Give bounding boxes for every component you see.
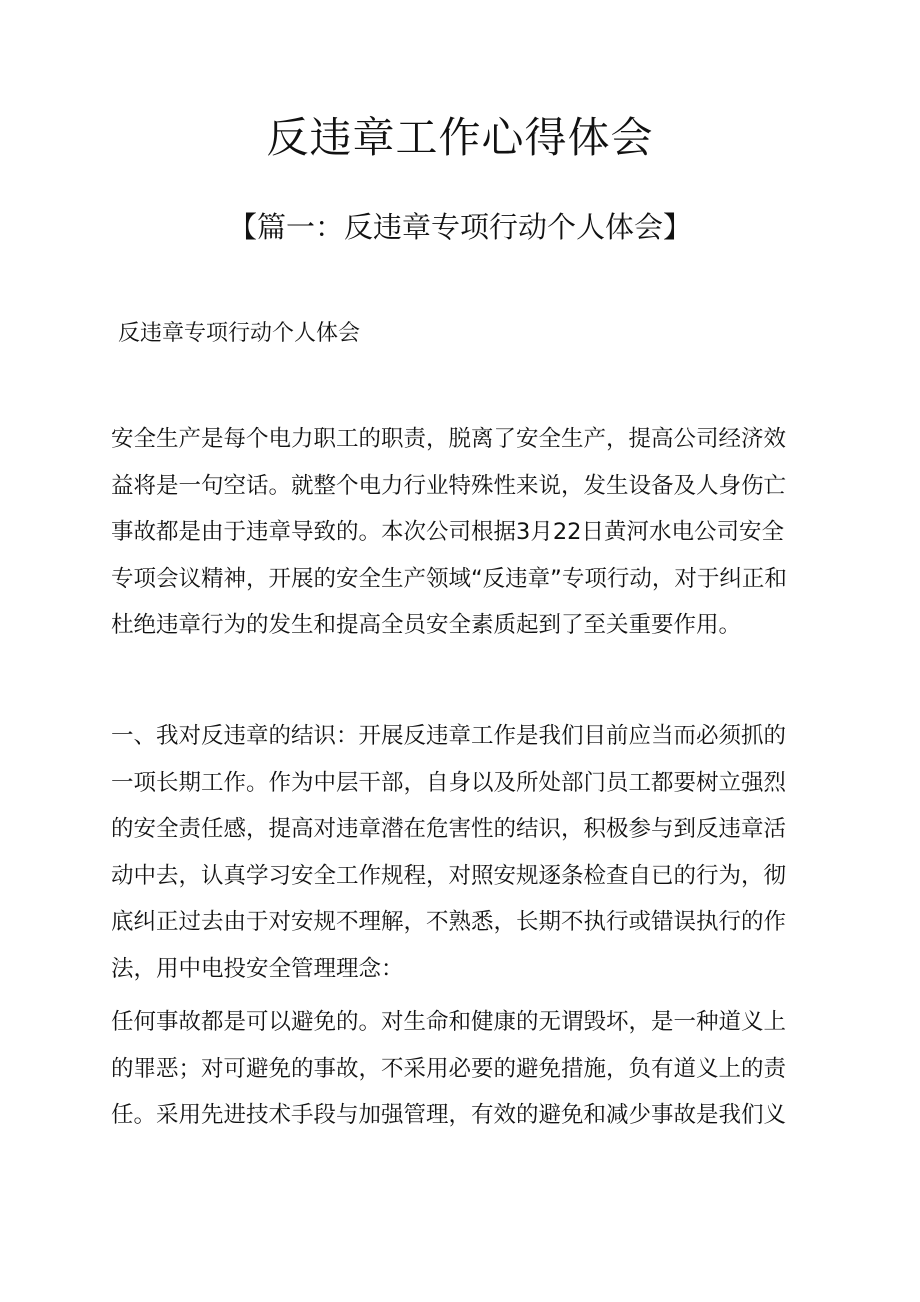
paragraph-line: 一、我对反违章的结识：开展反违章工作是我们目前应当而必须抓的 — [111, 723, 787, 749]
paragraph-line: 一项长期工作。作为中层干部，自身以及所处部门员工都要树立强烈 — [111, 769, 787, 796]
paragraph-line: 安全生产是每个电力职工的职责，脱离了安全生产，提高公司经济效 — [111, 426, 787, 452]
paragraph-line: 底纠正过去由于对安规不理解，不熟悉，长期不执行或错误执行的作 — [111, 909, 787, 936]
paragraph-line: 专项会议精神，开展的安全生产领域“反违章”专项行动，对于纠正和 — [111, 565, 787, 592]
paragraph-line: 任何事故都是可以避免的。对生命和健康的无谓毁坏，是一种道义上 — [111, 1009, 787, 1035]
paragraph-line: 益将是一句空话。就整个电力行业特殊性来说，发生设备及人身伤亡 — [111, 472, 787, 499]
paragraph-1 — [111, 416, 811, 649]
section-heading: 反违章专项行动个人体会 — [118, 321, 361, 346]
paragraph-line: 动中去，认真学习安全工作规程，对照安规逐条检查自已的行为，彻 — [111, 862, 787, 889]
document-title: 反违章工作心得体会 — [266, 113, 654, 162]
paragraph-line: 杜绝违章行为的发生和提高全员安全素质起到了至关重要作用。 — [111, 612, 742, 639]
paragraph-line: 的安全责任感，提高对违章潜在危害性的结识，积极参与到反违章活 — [111, 816, 787, 843]
paragraph-line: 任。采用先进技术手段与加强管理，有效的避免和减少事故是我们义 — [111, 1102, 787, 1129]
paragraph-line: 法，用中电投安全管理理念： — [111, 955, 404, 982]
paragraph-3 — [111, 999, 811, 1139]
paragraph-line: 事故都是由于违章导致的。本次公司根据3月22日黄河水电公司安全 — [111, 519, 784, 546]
document-subtitle: 【篇一：反违章专项行动个人体会】 — [227, 210, 692, 244]
paragraph-line: 的罪恶；对可避免的事故，不采用必要的避免措施，负有道义上的责 — [111, 1055, 787, 1082]
paragraph-2 — [111, 713, 811, 993]
